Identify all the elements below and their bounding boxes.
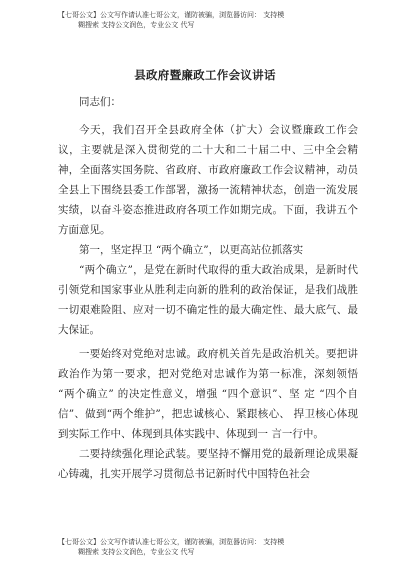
paragraph: “两个确立”，是党在新时代取得的重大政治成果，是新时代引领党和国家事业从胜利走向新的胜利的政治保证，是我们战胜一切艰难险阻、应对一切不确定性的最大确定性、最大底气、最大保证。: [58, 264, 358, 336]
header-watermark-line2: 糊搜索 支持公文润色，专业公文 代写: [78, 21, 195, 29]
salutation: 同志们：: [79, 96, 121, 108]
footer-watermark: [58, 537, 358, 557]
document-body: [58, 92, 358, 484]
footer-watermark-line2: 糊搜索 支持公文润色，专业公文 代写: [78, 548, 195, 556]
paragraph: 二要持续强化理论武装。要坚持不懈用党的最新理论成果凝心铸魂，扎实开展学习贯彻总书记新时代中国特色社会: [58, 448, 358, 480]
paragraph: 一要始终对党绝对忠诚。政府机关首先是政治机关。要把讲政治作为第一要求，把对党绝对忠诚作为第一标准，深刻领悟 “两个确立” 的决定性意义，增强 “四个意识”、坚 定 “四个自信”、做到“两个维护”，把忠诚核心、紧跟核心、 捍卫核心体现到实际工作中、体现到具体实践中、体现到一 言一行中。: [58, 348, 358, 440]
footer-watermark-line1: 【七哥公文】公文写作请认准七哥公文，谨防被骗，浏览器访问： 支持模: [58, 538, 285, 546]
header-watermark-line1: 【七哥公文】公文写作请认准七哥公文，谨防被骗，浏览器访问： 支持模: [58, 11, 285, 19]
paragraph: 今天，我们召开全县政府全体（扩大）会议暨廉政工作会议，主要就是深入贯彻党的二十大和二十届二中、三中全会精神，全面落实国务院、省政府、市政府廉政工作会议精神，动员全县上下围绕县委工作部署，激扬一流精神状态，创造一流发展实绩，以奋斗姿态推进政府各项工作如期完成。下面，我讲五个方面意见。: [58, 124, 358, 236]
document-title: 县政府暨廉政工作会议讲话: [134, 68, 276, 82]
section-heading: 第一，坚定捍卫 “两个确立”，以更高站位抓落实: [79, 244, 304, 256]
header-watermark: [58, 10, 358, 30]
